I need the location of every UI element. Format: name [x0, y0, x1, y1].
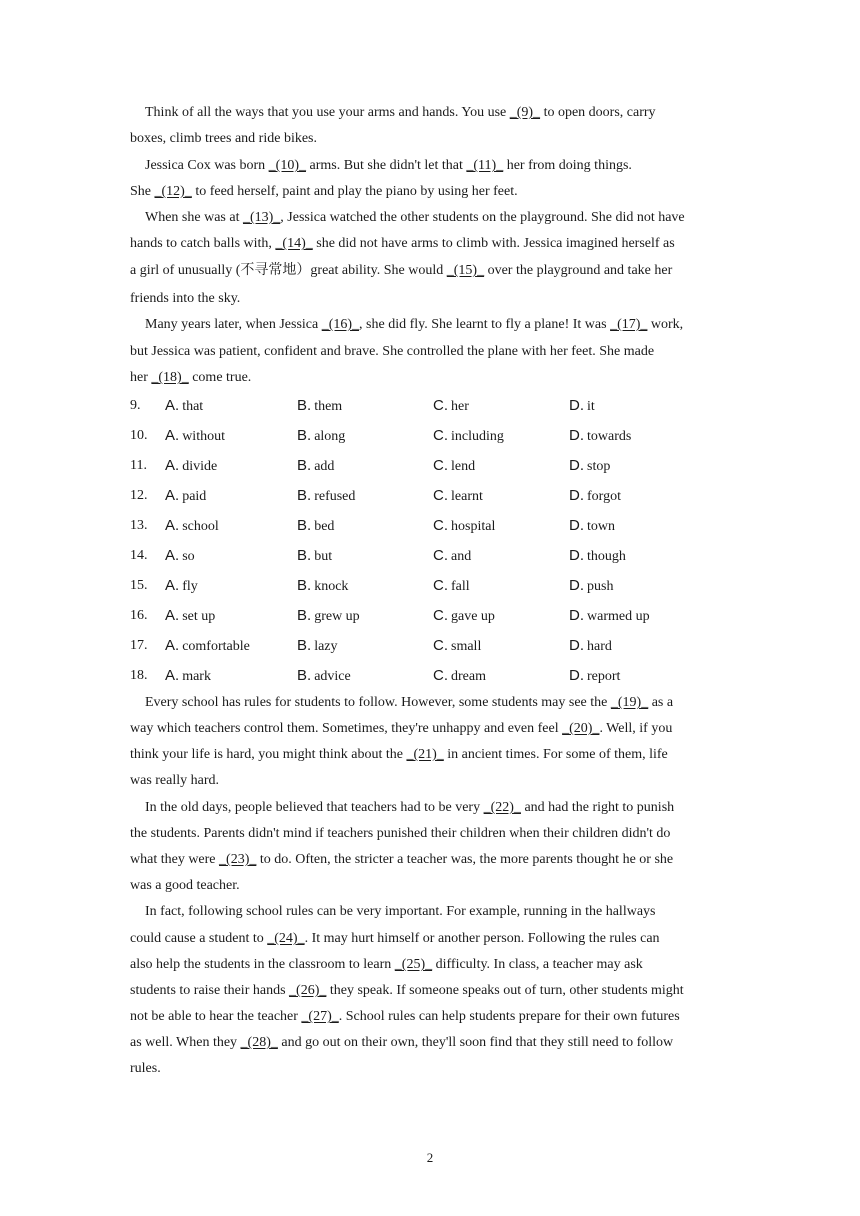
text-line: [130, 982, 684, 1000]
option-text: it: [587, 399, 595, 414]
question-row: [130, 666, 730, 686]
option-text: them: [314, 399, 343, 414]
text-segment: her: [130, 370, 152, 385]
option-letter: B.: [297, 397, 312, 414]
question-row: [130, 636, 730, 656]
text-line: [145, 157, 632, 175]
text-segment: what they were: [130, 852, 220, 867]
text-segment: . School rules can help students prepare for their own futures: [338, 1009, 680, 1024]
option-letter: D.: [569, 547, 584, 564]
text-segment: they speak. If someone speaks out of turn, other students might: [326, 983, 684, 998]
option-letter: D.: [569, 607, 584, 624]
answer-option: [569, 606, 650, 627]
option-text: advice: [314, 669, 351, 684]
answer-blank: _(10)_: [268, 158, 306, 173]
text-line: [130, 720, 672, 738]
answer-option: [297, 606, 360, 627]
text-line: [130, 1034, 673, 1052]
answer-blank: _(24)_: [267, 931, 305, 946]
text-segment: was a good teacher.: [130, 878, 240, 893]
option-text: small: [451, 639, 482, 654]
text-segment: . It may hurt himself or another person. Following the rules can: [304, 931, 660, 946]
option-letter: D.: [569, 577, 584, 594]
option-letter: A.: [165, 577, 180, 594]
text-line: [130, 956, 643, 974]
text-segment: arms. But she didn't let that: [305, 158, 467, 173]
answer-option: [165, 486, 206, 507]
question-row: [130, 486, 730, 506]
answer-blank: _(26)_: [289, 983, 327, 998]
option-letter: B.: [297, 487, 312, 504]
answer-option: [165, 666, 211, 687]
option-text: gave up: [451, 609, 495, 624]
option-letter: D.: [569, 667, 584, 684]
option-text: paid: [182, 489, 207, 504]
option-letter: D.: [569, 397, 584, 414]
question-row: [130, 606, 730, 626]
option-letter: B.: [297, 547, 312, 564]
text-segment: work,: [647, 317, 684, 332]
text-segment: to open doors, carry: [540, 105, 656, 120]
question-number: 17.: [130, 638, 148, 653]
question-number: 10.: [130, 428, 148, 443]
answer-option: [433, 486, 483, 507]
text-line: [130, 183, 518, 201]
option-text: grew up: [314, 609, 360, 624]
answer-option: [165, 426, 225, 447]
option-text: comfortable: [182, 639, 250, 654]
answer-blank: _(27)_: [301, 1009, 339, 1024]
answer-option: [433, 546, 471, 567]
answer-blank: _(12)_: [154, 184, 192, 199]
option-text: town: [587, 519, 615, 534]
text-segment: . Well, if you: [599, 721, 673, 736]
option-letter: D.: [569, 637, 584, 654]
answer-blank: _(20)_: [562, 721, 600, 736]
text-segment: Every school has rules for students to follow. However, some students may see the: [145, 695, 611, 710]
answer-option: [569, 576, 613, 597]
text-segment: to do. Often, the stricter a teacher was, the more parents thought he or she: [256, 852, 674, 867]
answer-option: [297, 666, 351, 687]
option-letter: D.: [569, 487, 584, 504]
text-segment: difficulty. In class, a teacher may ask: [432, 957, 643, 972]
option-letter: C.: [433, 637, 448, 654]
option-text: fall: [451, 579, 470, 594]
option-letter: A.: [165, 487, 180, 504]
text-segment: could cause a student to: [130, 931, 268, 946]
answer-option: [433, 396, 469, 417]
answer-option: [165, 396, 203, 417]
text-line: [130, 343, 654, 361]
answer-option: [165, 456, 217, 477]
option-letter: B.: [297, 607, 312, 624]
option-letter: C.: [433, 667, 448, 684]
text-segment: , Jessica watched the other students on the playground. She did not have: [280, 210, 685, 225]
option-text: divide: [182, 459, 218, 474]
answer-option: [569, 426, 631, 447]
text-segment: her from doing things.: [503, 158, 632, 173]
option-letter: D.: [569, 427, 584, 444]
question-number: 11.: [130, 458, 147, 473]
answer-blank: _(28)_: [240, 1035, 278, 1050]
option-letter: C.: [433, 547, 448, 564]
option-letter: D.: [569, 457, 584, 474]
answer-option: [433, 576, 470, 597]
text-segment: When she was at: [145, 210, 243, 225]
text-segment: as well. When they: [130, 1035, 241, 1050]
question-row: [130, 576, 730, 596]
answer-option: [433, 636, 481, 657]
answer-option: [569, 486, 621, 507]
answer-option: [165, 516, 219, 537]
answer-blank: _(9)_: [509, 105, 541, 120]
option-text: set up: [182, 609, 216, 624]
option-text: so: [182, 549, 195, 564]
option-text: but: [314, 549, 333, 564]
answer-option: [433, 456, 475, 477]
answer-option: [165, 576, 198, 597]
option-letter: B.: [297, 457, 312, 474]
answer-option: [297, 396, 342, 417]
text-line: [145, 903, 655, 921]
option-letter: A.: [165, 607, 180, 624]
answer-blank: _(13)_: [242, 210, 281, 225]
option-letter: A.: [165, 457, 180, 474]
text-segment: hands to catch balls with,: [130, 236, 276, 251]
question-row: [130, 426, 730, 446]
text-segment: Many years later, when Jessica: [145, 317, 322, 332]
option-text: hard: [587, 639, 612, 654]
option-text: refused: [314, 489, 356, 504]
text-segment: also help the students in the classroom to learn: [130, 957, 395, 972]
answer-blank: _(17)_: [610, 317, 648, 332]
text-segment: , she did fly. She learnt to fly a plane! It was: [359, 317, 611, 332]
option-text: dream: [451, 669, 486, 684]
text-line: [130, 825, 670, 843]
answer-option: [297, 546, 332, 567]
answer-option: [433, 666, 486, 687]
option-letter: A.: [165, 547, 180, 564]
option-text: learnt: [451, 489, 483, 504]
option-letter: B.: [297, 517, 312, 534]
option-letter: B.: [297, 667, 312, 684]
option-text: that: [182, 399, 204, 414]
option-letter: A.: [165, 397, 180, 414]
text-segment: over the playground and take her: [484, 263, 673, 278]
text-segment: she did not have arms to climb with. Jessica imagined herself as: [312, 236, 675, 251]
answer-option: [569, 636, 612, 657]
text-segment: students to raise their hands: [130, 983, 290, 998]
answer-blank: _(25)_: [394, 957, 433, 972]
answer-option: [433, 516, 495, 537]
text-segment: rules.: [130, 1061, 161, 1076]
answer-option: [297, 456, 334, 477]
text-segment: a girl of unusually (不寻常地）great ability. She would: [130, 263, 447, 278]
option-text: report: [587, 669, 621, 684]
option-letter: A.: [165, 427, 180, 444]
answer-blank: _(11)_: [466, 158, 504, 173]
option-letter: B.: [297, 577, 312, 594]
answer-option: [297, 576, 348, 597]
text-line: [130, 930, 660, 948]
text-line: [130, 235, 675, 253]
option-text: hospital: [451, 519, 496, 534]
answer-option: [297, 516, 334, 537]
question-number: 18.: [130, 668, 148, 683]
option-text: and: [451, 549, 472, 564]
text-segment: and go out on their own, they'll soon find that they still need to follow: [277, 1035, 674, 1050]
option-text: add: [314, 459, 335, 474]
question-row: [130, 456, 730, 476]
text-line: [145, 316, 683, 334]
text-line: [145, 209, 685, 227]
answer-option: [569, 666, 620, 687]
answer-option: [433, 606, 495, 627]
text-line: [145, 694, 673, 712]
answer-blank: _(23)_: [219, 852, 257, 867]
answer-option: [165, 606, 215, 627]
text-segment: was really hard.: [130, 773, 220, 788]
option-text: along: [314, 429, 346, 444]
option-letter: C.: [433, 577, 448, 594]
option-letter: C.: [433, 517, 448, 534]
question-row: [130, 396, 730, 416]
option-text: knock: [314, 579, 349, 594]
text-segment: the students. Parents didn't mind if teachers punished their children when their children didn't do: [130, 826, 671, 841]
question-row: [130, 516, 730, 536]
text-segment: friends into the sky.: [130, 291, 241, 306]
option-text: push: [587, 579, 614, 594]
text-segment: to feed herself, paint and play the piano by using her feet.: [191, 184, 518, 199]
answer-option: [165, 636, 250, 657]
text-segment: In the old days, people believed that teachers had to be very: [145, 800, 484, 815]
option-letter: A.: [165, 667, 180, 684]
text-segment: not be able to hear the teacher: [130, 1009, 302, 1024]
option-text: forgot: [587, 489, 621, 504]
question-row: [130, 546, 730, 566]
option-text: stop: [587, 459, 611, 474]
answer-blank: _(15)_: [446, 263, 485, 278]
answer-blank: _(18)_: [151, 370, 189, 385]
text-line: [130, 369, 251, 387]
option-text: mark: [182, 669, 211, 684]
option-text: bed: [314, 519, 335, 534]
answer-option: [165, 546, 195, 567]
answer-blank: _(19)_: [610, 695, 649, 710]
answer-option: [297, 486, 355, 507]
text-line: [145, 799, 674, 817]
option-letter: A.: [165, 637, 180, 654]
option-letter: C.: [433, 427, 448, 444]
option-letter: B.: [297, 637, 312, 654]
text-line: [130, 1060, 161, 1078]
text-segment: as a: [648, 695, 674, 710]
text-segment: think your life is hard, you might think about the: [130, 747, 407, 762]
text-line: [130, 130, 317, 148]
text-segment: boxes, climb trees and ride bikes.: [130, 131, 318, 146]
text-segment: in ancient times. For some of them, life: [443, 747, 668, 762]
option-text: lazy: [314, 639, 338, 654]
question-number: 13.: [130, 518, 148, 533]
text-segment: She: [130, 184, 155, 199]
text-segment: and had the right to punish: [520, 800, 675, 815]
option-letter: D.: [569, 517, 584, 534]
option-text: though: [587, 549, 626, 564]
text-line: [130, 1008, 680, 1026]
text-segment: but Jessica was patient, confident and brave. She controlled the plane with her feet. She made: [130, 344, 655, 359]
option-letter: C.: [433, 487, 448, 504]
question-number: 14.: [130, 548, 148, 563]
text-segment: Think of all the ways that you use your arms and hands. You use: [145, 105, 510, 120]
text-line: [130, 746, 668, 764]
question-number: 9.: [130, 398, 141, 413]
answer-option: [297, 636, 338, 657]
text-line: [130, 772, 219, 790]
option-text: warmed up: [587, 609, 650, 624]
option-letter: C.: [433, 607, 448, 624]
answer-option: [569, 396, 595, 417]
text-line: [145, 104, 656, 122]
option-text: including: [451, 429, 504, 444]
option-text: fly: [182, 579, 198, 594]
answer-option: [297, 426, 345, 447]
answer-blank: _(21)_: [406, 747, 444, 762]
option-text: her: [451, 399, 469, 414]
text-segment: In fact, following school rules can be very important. For example, running in the hallways: [145, 904, 656, 919]
option-text: towards: [587, 429, 632, 444]
text-segment: Jessica Cox was born: [145, 158, 269, 173]
answer-option: [569, 546, 626, 567]
option-letter: A.: [165, 517, 180, 534]
option-text: without: [182, 429, 225, 444]
question-number: 16.: [130, 608, 148, 623]
answer-blank: _(14)_: [275, 236, 313, 251]
text-line: [130, 262, 672, 280]
question-number: 12.: [130, 488, 148, 503]
option-text: lend: [451, 459, 476, 474]
answer-option: [569, 516, 615, 537]
text-line: [130, 290, 240, 308]
option-letter: C.: [433, 457, 448, 474]
option-text: school: [182, 519, 219, 534]
text-segment: way which teachers control them. Sometimes, they're unhappy and even feel: [130, 721, 563, 736]
answer-blank: _(16)_: [321, 317, 360, 332]
page-number: 2: [426, 1150, 434, 1165]
text-line: [130, 877, 240, 895]
option-letter: B.: [297, 427, 312, 444]
text-line: [130, 851, 673, 869]
text-segment: come true.: [188, 370, 252, 385]
question-number: 15.: [130, 578, 148, 593]
answer-option: [433, 426, 504, 447]
answer-blank: _(22)_: [483, 800, 521, 815]
option-letter: C.: [433, 397, 448, 414]
answer-option: [569, 456, 610, 477]
